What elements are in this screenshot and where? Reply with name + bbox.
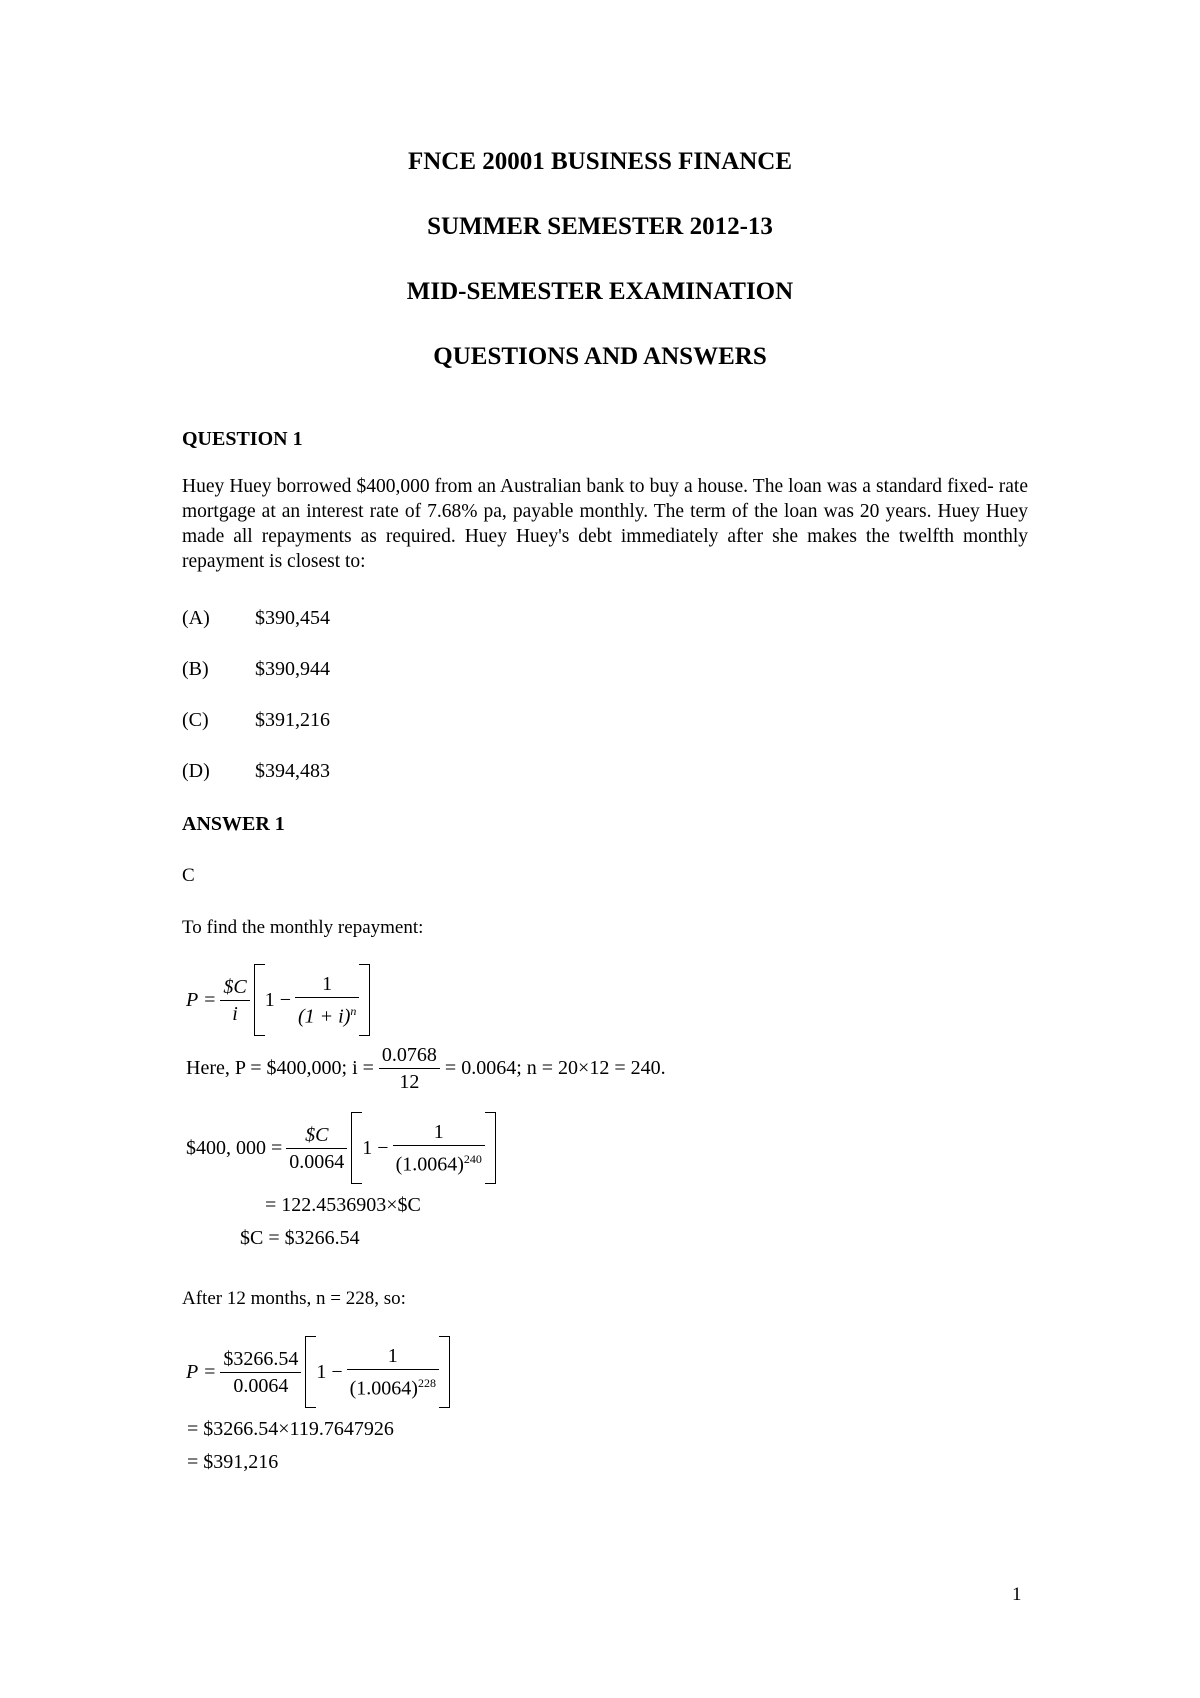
formula-inner-fraction xyxy=(295,971,359,1030)
semester-title: SUMMER SEMESTER 2012-13 xyxy=(427,213,773,240)
final-lhs: P = xyxy=(186,1360,217,1383)
final-bracket-left xyxy=(305,1336,316,1408)
here-i-denominator: 12 xyxy=(399,1071,420,1093)
option-d-value: $394,483 xyxy=(255,760,330,782)
option-a-letter: (A) xyxy=(182,607,210,629)
formula-inner-base: (1 + i) xyxy=(297,1005,351,1028)
answer-heading: ANSWER 1 xyxy=(182,813,285,835)
final-inner-exponent: 228 xyxy=(417,1375,436,1390)
final-result-line: = $391,216 xyxy=(187,1451,279,1473)
final-one-minus: 1 − xyxy=(316,1360,343,1383)
final-inner-base: (1.0064) xyxy=(349,1377,418,1400)
sub-bracket-left xyxy=(351,1112,362,1184)
option-d-letter: (D) xyxy=(182,760,210,782)
answer-choice: C xyxy=(182,865,195,886)
page-number: 1 xyxy=(1012,1584,1022,1605)
sub-numerator: $C xyxy=(286,1122,347,1149)
here-i-numerator: 0.0768 xyxy=(379,1042,440,1069)
here-prefix: Here, xyxy=(186,1057,235,1079)
course-title: FNCE 20001 BUSINESS FINANCE xyxy=(407,148,793,175)
formula-bracket-left xyxy=(254,964,265,1036)
question-text: Huey Huey borrowed $400,000 from an Australian bank to buy a house. The loan was a standard fixed- rate mortgage at an interest rate of 7.68% pa, payable monthly. The term of the loan was 20 years. Huey Huey made all repayments as required. Huey Huey's debt immediately after she makes the twelfth monthly repayment is closest to: xyxy=(182,476,1028,572)
qa-title: QUESTIONS AND ANSWERS xyxy=(433,343,767,370)
here-rest: = 0.0064; n = 20×12 = 240. xyxy=(439,1057,666,1079)
final-bracket-right xyxy=(439,1336,450,1408)
sub-inner-denominator xyxy=(393,1146,485,1178)
sub-inner-fraction xyxy=(393,1119,485,1178)
formula-inner-numerator: 1 xyxy=(295,971,359,998)
sub-one-minus: 1 − xyxy=(362,1136,389,1159)
option-c-letter: (C) xyxy=(182,709,209,731)
final-inner-fraction xyxy=(347,1343,439,1402)
sub-result-line: = 122.4536903×$C xyxy=(265,1194,421,1216)
here-p-value: P = $400,000; xyxy=(234,1057,353,1079)
question-heading: QUESTION 1 xyxy=(182,428,303,450)
sub-inner-exponent: 240 xyxy=(463,1151,482,1166)
formula-numerator: $C xyxy=(220,974,249,1001)
final-formula xyxy=(186,1336,450,1408)
answer-intro: To find the monthly repayment: xyxy=(182,917,424,938)
sub-lhs: $400, 000 = xyxy=(186,1136,283,1159)
here-i-fraction xyxy=(379,1042,440,1095)
here-i-label: i = xyxy=(352,1057,379,1079)
repayment-result: $C = $3266.54 xyxy=(240,1227,360,1249)
option-a-value: $390,454 xyxy=(255,607,330,629)
formula-fraction xyxy=(220,974,249,1027)
sub-inner-base: (1.0064) xyxy=(395,1153,464,1176)
after-twelve-months: After 12 months, n = 228, so: xyxy=(182,1288,406,1309)
option-b-value: $390,944 xyxy=(255,658,330,680)
sub-fraction xyxy=(286,1122,347,1175)
option-c-value: $391,216 xyxy=(255,709,330,731)
formula-lhs: P = xyxy=(186,988,217,1011)
final-inner-denominator xyxy=(347,1370,439,1402)
formula-one-minus: 1 − xyxy=(264,988,291,1011)
final-numerator: $3266.54 xyxy=(220,1346,301,1373)
final-inner-numerator: 1 xyxy=(347,1343,439,1370)
substituted-formula xyxy=(186,1112,496,1184)
option-b-letter: (B) xyxy=(182,658,209,680)
sub-bracket-right xyxy=(485,1112,496,1184)
exam-title: MID-SEMESTER EXAMINATION xyxy=(406,278,794,305)
formula-inner-exponent: n xyxy=(350,1003,357,1018)
formula-denominator: i xyxy=(232,1002,238,1025)
formula-inner-denominator xyxy=(295,998,359,1030)
sub-denominator: 0.0064 xyxy=(289,1150,345,1173)
variables-line xyxy=(186,1042,666,1095)
formula-bracket-right xyxy=(359,964,370,1036)
sub-inner-numerator: 1 xyxy=(393,1119,485,1146)
final-product-line: = $3266.54×119.7647926 xyxy=(187,1418,394,1440)
final-fraction xyxy=(220,1346,301,1399)
annuity-formula xyxy=(186,964,370,1036)
final-denominator: 0.0064 xyxy=(233,1374,289,1397)
